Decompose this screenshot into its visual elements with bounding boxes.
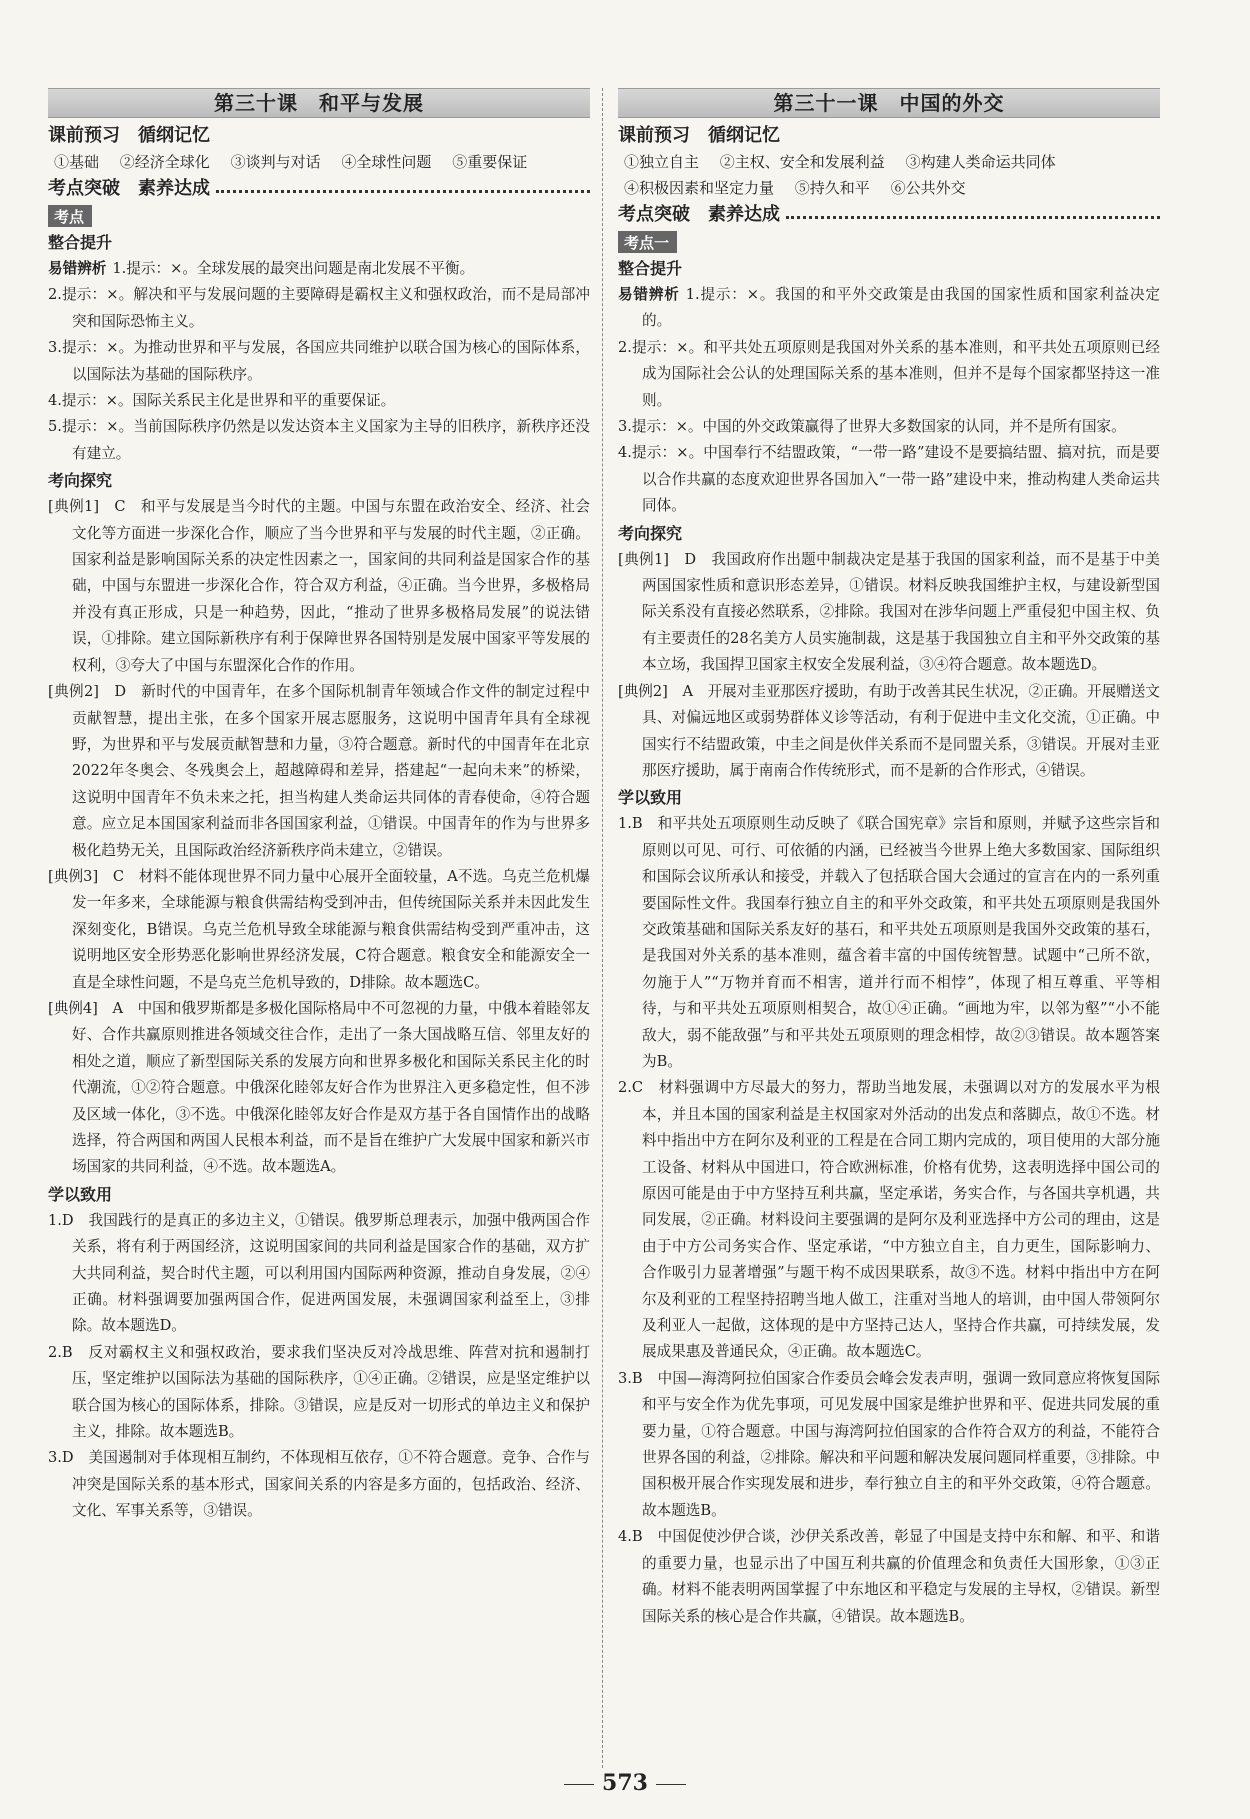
answer-item: ⑥公共外交 (890, 179, 966, 197)
page-number: 573 (0, 1770, 1250, 1796)
kaodian-tag: 考点一 (618, 231, 677, 253)
error-item: 2.提示：×。和平共处五项原则是我国对外关系的基本准则，和平共处五项原则已经成为国际社会公认的处理国际关系的基本准则，但并不是每个国家都坚持这一准则。 (618, 338, 1160, 409)
preview-heading: 课前预习 循纲记忆 (48, 125, 210, 146)
page-number-dash (656, 1784, 686, 1785)
apply-item: 3.D 美国遏制对手体现相互制约，不体现相互依存，①不符合题意。竞争、合作与冲突是国际关系的基本形式，国家间关系的内容是多方面的，包括政治、经济、文化、军事关系等，③错误。 (48, 1449, 590, 1520)
right-column (618, 88, 1160, 1630)
preview-answers (48, 149, 590, 175)
answer-item: ③构建人类命运共同体 (905, 153, 1056, 171)
error-item: 2.提示：×。解决和平与发展问题的主要障碍是霸权主义和强权政治，而不是局部冲突和国际恐怖主义。 (48, 286, 590, 330)
answer-item: ④积极因素和坚定力量 (624, 179, 775, 197)
answer-item: ②经济全球化 (119, 153, 210, 171)
answer-item: ②主权、安全和发展利益 (719, 153, 885, 171)
kaodian-tag: 考点 (48, 205, 92, 227)
answer-item: ⑤持久和平 (794, 179, 870, 197)
example-item: [典例3] C 材料不能体现世界不同力量中心展开全面较量，A不选。乌克兰危机爆发一年多来，全球能源与粮食供需结构受到冲击，但传统国际关系并未因此发生深刻变化，B错误。乌克兰危机导致全球能源与粮食供需结构受到严重冲击，这说明地区安全形势恶化影响世界经济发展，C符合题意。粮食安全和能源安全一直是全球性问题，不是乌克兰危机导致的，D排除。故本题选C。 (48, 867, 590, 991)
preview-heading: 课前预习 循纲记忆 (618, 125, 780, 146)
error-item: 3.提示：×。为推动世界和平与发展，各国应共同维护以联合国为核心的国际体系，以国际法为基础的国际秩序。 (48, 339, 590, 383)
explore-heading: 考向探究 (48, 471, 113, 491)
lesson-title-31: 第三十一课 中国的外交 (618, 88, 1160, 118)
breakthrough-heading: 考点突破 素养达成 (618, 201, 1160, 228)
answer-item: ①基础 (54, 153, 100, 171)
apply-item: 1.B 和平共处五项原则生动反映了《联合国宪章》宗旨和原则，并赋予这些宗旨和原则以可见、可行、可依循的内涵，已经被当今世界上绝大多数国家、国际组织和国际会议所承认和接受，并载入了包括联合国大会通过的宣言在内的一系列重要国际性文件。我国奉行独立自主的和平外交政策，和平共处五项原则是我国外交政策基础和国际关系友好的基石，和平共处五项原则是我国外交政策的基石，是我国对外关系的基本准则，蕴含着丰富的中国传统智慧。试题中“己所不欲，勿施于人”“万物并育而不相害，道并行而不相悖”，体现了相互尊重、平等相待，与和平共处五项原则相契合，故①④正确。“画地为牢，以邻为壑”“小不能敌大，弱不能敌强”与和平共处五项原则的理念相悖，故②③错误。故本题答案为B。 (618, 815, 1160, 1070)
answer-item: ①独立自主 (624, 153, 700, 171)
apply-item: 1.D 我国践行的是真正的多边主义，①错误。俄罗斯总理表示，加强中俄两国合作关系，将有利于两国经济，这说明国家间的共同利益是国家合作的基础，双方扩大共同利益，契合时代主题，可以利用国内国际两种资源，推动自身发展，②④正确。材料强调要加强两国合作，促进两国发展，未强调国家利益至上，③排除。故本题选D。 (48, 1211, 590, 1335)
example-item: [典例4] A 中国和俄罗斯都是多极化国际格局中不可忽视的力量，中俄本着睦邻友好、合作共赢原则推进各领域交往合作，走出了一条大国战略互信、邻里友好的相处之道，顺应了新型国际关系的发展方向和世界多极化和国际关系民主化的时代潮流，①②符合题意。中俄深化睦邻友好合作为世界注入更多稳定性，但不涉及区域一体化，③不选。中俄深化睦邻友好合作是双方基于各自国情作出的战略选择，符合两国和两国人民根本利益，而不是旨在维护广大发展中国家和新兴市场国家的共同利益，④不选。故本题选A。 (48, 999, 590, 1176)
example-item: [典例1] C 和平与发展是当今时代的主题。中国与东盟在政治安全、经济、社会文化等方面进一步深化合作，顺应了当今世界和平与发展的时代主题，②正确。国家利益是影响国际关系的决定性因素之一，国家间的共同利益是国家合作的基础，中国与东盟进一步深化合作，符合双方利益，④正确。当今世界，多极格局并没有真正形成，只是一种趋势，因此，“推动了世界多极格局发展”的说法错误，①排除。建立国际新秩序有利于保障世界各国特别是发展中国家平等发展的权利，③夸大了中国与东盟深化合作的作用。 (48, 498, 590, 674)
answer-item: ④全球性问题 (341, 153, 432, 171)
error-item: 4.提示：×。中国奉行不结盟政策，“一带一路”建设不是要搞结盟、搞对抗，而是要以合作共赢的态度欢迎世界各国加入“一带一路”建设中来，推动构建人类命运共同体。 (618, 444, 1160, 515)
error-item: 4.提示：×。国际关系民主化是世界和平的重要保证。 (48, 392, 396, 410)
column-divider (602, 88, 603, 1768)
answer-item: ⑤重要保证 (452, 153, 528, 171)
error-item: 易错辨析 1.提示：×。全球发展的最突出问题是南北发展不平衡。 (48, 260, 475, 277)
breakthrough-heading: 考点突破 素养达成 (48, 175, 590, 202)
apply-item: 3.B 中国—海湾阿拉伯国家合作委员会峰会发表声明，强调一致同意应将恢复国际和平与安全作为优先事项，可见发展中国家是维护世界和平、促进共同发展的重要力量，①符合题意。中国与海湾阿拉伯国家的合作符合双方的利益，不能符合世界各国的利益，②排除。解决和平问题和解决发展问题同样重要，③排除。中国积极开展合作实现发展和进步，奉行独立自主的和平外交政策，④符合题意。故本题选B。 (618, 1369, 1160, 1519)
integrate-heading: 整合提升 (618, 259, 683, 278)
lesson-title-30: 第三十课 和平与发展 (48, 88, 590, 118)
apply-item: 4.B 中国促使沙伊合谈，沙伊关系改善，彰显了中国是支持中东和解、和平、和谐的重要力量，也显示出了中国互利共赢的价值理念和负责任大国形象，①③正确。材料不能表明两国掌握了中东地区和平稳定与发展的主导权，②错误。新型国际关系的核心是合作共赢，④错误。故本题选B。 (618, 1528, 1160, 1625)
page-number-dash (564, 1784, 594, 1785)
answer-item: ③谈判与对话 (230, 153, 321, 171)
apply-item: 2.B 反对霸权主义和强权政治，要求我们坚决反对冷战思维、阵营对抗和遏制打压，坚定维护以国际法为基础的国际秩序，①④正确。②错误，应是坚定维护以联合国为核心的国际体系，排除。③错误，应是反对一切形式的单边主义和保护主义，排除。故本题选B。 (48, 1343, 590, 1441)
preview-answers-row (618, 149, 1160, 175)
error-item: 5.提示：×。当前国际秩序仍然是以发达资本主义国家为主导的旧秩序，新秩序还没有建立。 (48, 418, 590, 462)
error-item: 3.提示：×。中国的外交政策赢得了世界大多数国家的认同，并不是所有国家。 (618, 418, 1126, 436)
left-column (48, 88, 590, 1525)
apply-heading: 学以致用 (48, 1184, 113, 1204)
apply-heading: 学以致用 (618, 788, 683, 808)
preview-answers-row (618, 175, 1160, 201)
explore-heading: 考向探究 (618, 523, 683, 543)
example-item: [典例2] D 新时代的中国青年，在多个国际机制青年领域合作文件的制定过程中贡献智慧，提出主张，在多个国家开展志愿服务，这说明中国青年具有全球视野，为世界和平与发展贡献智慧和力量，③符合题意。新时代的中国青年在北京2022年冬奥会、冬残奥会上，超越障碍和差异，搭建起“一起向未来”的桥梁，这说明中国青年不负未来之托，担当构建人类命运共同体的青春使命，④符合题意。应立足本国国家利益而非各国国家利益，①错误。中国青年的作为与世界多极化趋势无关，且国际政治经济新秩序尚未建立，②错误。 (48, 683, 590, 859)
example-item: [典例1] D 我国政府作出题中制裁决定是基于我国的国家利益，而不是基于中美两国国家性质和意识形态差异，①错误。材料反映我国维护主权，与建设新型国际关系没有直接必然联系，②排除。我国对在涉华问题上严重侵犯中国主权、负有主要责任的28名美方人员实施制裁，这是基于我国独立自主和平外交政策的基本立场，我国捍卫国家主权安全发展利益，③④符合题意。故本题选D。 (618, 550, 1160, 674)
example-item: [典例2] A 开展对圭亚那医疗援助，有助于改善其民生状况，②正确。开展赠送文具、对偏远地区或弱势群体义诊等活动，有利于促进中圭文化交流，①正确。中国实行不结盟政策，中圭之间是伙伴关系而不是同盟关系，③错误。开展对圭亚那医疗援助，属于南南合作传统形式，而不是新的合作形式，④错误。 (618, 682, 1160, 779)
apply-item: 2.C 材料强调中方尽最大的努力，帮助当地发展，未强调以对方的发展水平为根本，并且本国的国家利益是主权国家对外活动的出发点和落脚点，故①不选。材料中指出中方在阿尔及利亚的工程是在合同工期内完成的，项目使用的大部分施工设备、材料从中国进口，符合欧洲标准，价格有优势，这表明选择中国公司的原因可能是由于中方坚持互利共赢，坚定承诺，务实合作，与各国共享机遇，共同发展，②正确。材料设问主要强调的是阿尔及利亚选择中方公司的理由，这是由于中方公司务实合作、坚定承诺，“中方独立自主，自力更生，国际影响力、合作吸引力显著增强”与题干构不成因果联系，故③不选。材料中指出中方在阿尔及利亚的工程坚持招聘当地人做工，注重对当地人的培训，由中国人带领阿尔及利亚人一起做，这体现的是中方坚持己达人，坚持合作共赢，可持续发展，发展成果惠及普通民众，④正确。故本题选C。 (618, 1079, 1160, 1361)
integrate-heading: 整合提升 (48, 233, 113, 252)
error-item: 易错辨析 1.提示：×。我国的和平外交政策是由我国的国家性质和国家利益决定的。 (618, 286, 1160, 330)
